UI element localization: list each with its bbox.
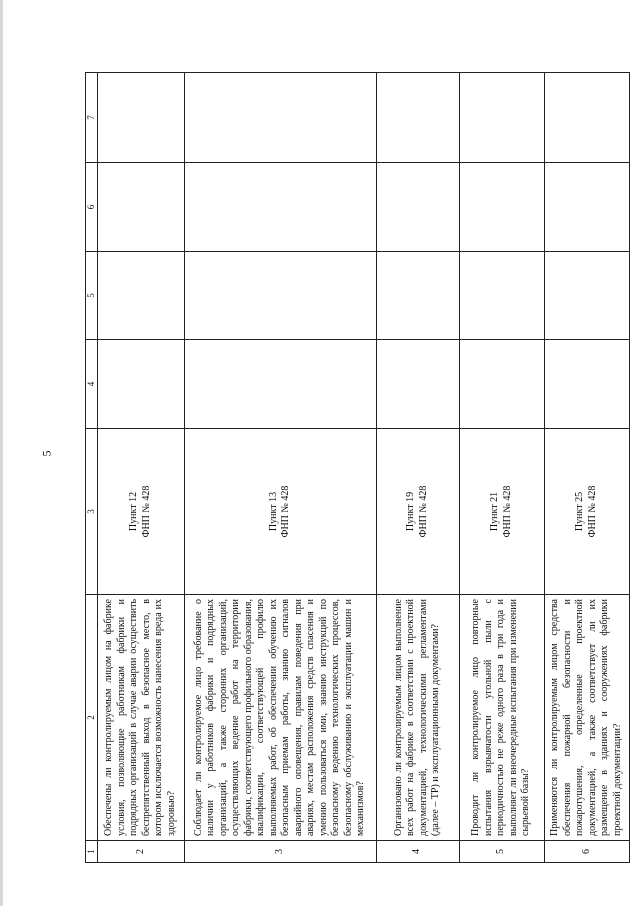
- question-text: Применяются ли контролируемым лицом средства обеспечения пожарной безопасности и пожаротушения, определенные проектной документацией, а также соответствует ли их размещение в зданиях и сооружениях фабрики проектной документации?: [544, 595, 629, 841]
- row-number: 4: [376, 841, 459, 863]
- answer-cell: [376, 163, 459, 252]
- row-number: 2: [97, 841, 184, 863]
- row-number: 5: [459, 841, 544, 863]
- answer-cell: [544, 252, 629, 340]
- reference-cell: [97, 429, 184, 595]
- reference-doc: ФНП № 428: [417, 485, 429, 538]
- answer-cell: [184, 252, 376, 340]
- question-text: Обеспечены ли контролируемым лицом на фабрике условия, позволяющие работникам фабрики и подрядных организаций в случае аварии осуществить беспрепятственный выход в безопасное место, в котором исключается возможность нанесения вреда их здоровью?: [97, 595, 184, 841]
- answer-cell: [459, 73, 544, 163]
- checklist-table: [85, 72, 630, 863]
- reference-doc: ФНП № 428: [140, 485, 152, 538]
- reference-cell: [184, 429, 376, 595]
- answer-cell: [97, 340, 184, 429]
- answer-cell: [544, 340, 629, 429]
- reference-doc: ФНП № 428: [280, 485, 292, 538]
- header-col-1: 1: [86, 841, 98, 863]
- answer-cell: [459, 252, 544, 340]
- reference-cell: [376, 429, 459, 595]
- header-col-3: 3: [86, 429, 98, 595]
- table-row: [376, 73, 459, 863]
- question-text: Организовано ли контролируемым лицом выполнение всех работ на фабрике в соответствии с проектной документацией, технологическими регламентами (далее – ТР) и эксплуатационными документами?: [376, 595, 459, 841]
- answer-cell: [544, 163, 629, 252]
- answer-cell: [184, 340, 376, 429]
- answer-cell: [97, 252, 184, 340]
- header-row: [86, 73, 98, 863]
- scan-edge: [0, 0, 3, 906]
- reference-clause: Пункт 21: [489, 491, 501, 532]
- header-col-7: 7: [86, 73, 98, 163]
- answer-cell: [544, 73, 629, 163]
- table-row: [544, 73, 629, 863]
- answer-cell: [459, 163, 544, 252]
- table-row: [97, 73, 184, 863]
- header-col-5: 5: [86, 252, 98, 340]
- rotated-page: [85, 73, 630, 863]
- reference-doc: ФНП № 428: [586, 485, 598, 538]
- header-col-6: 6: [86, 163, 98, 252]
- answer-cell: [376, 340, 459, 429]
- row-number: 6: [544, 841, 629, 863]
- table-row: [184, 73, 376, 863]
- reference-clause: Пункт 12: [128, 491, 140, 532]
- question-text: Соблюдает ли контролируемое лицо требование о наличии у работников фабрики и подрядных организаций, а также сторонних организаций, осуществляющих ведение работ на территории фабрики, соответствующего профильного образования, квалификации, соответствующей профилю выполняемых работ, об обеспечении обучению их безопасным приемам работы, знанию сигналов аварийного оповещения, правилам поведения при авариях, местам расположения средств спасения и умению пользоваться ими, знанию инструкций по безопасному ведению технологических процессов, безопасному обслуживанию и эксплуатации машин и механизмов?: [184, 595, 376, 841]
- answer-cell: [184, 73, 376, 163]
- answer-cell: [97, 73, 184, 163]
- reference-clause: Пункт 19: [405, 491, 417, 532]
- reference-clause: Пункт 13: [267, 491, 279, 532]
- answer-cell: [97, 163, 184, 252]
- answer-cell: [376, 252, 459, 340]
- table-row: [459, 73, 544, 863]
- page-number: 5: [39, 450, 54, 457]
- reference-cell: [459, 429, 544, 595]
- answer-cell: [376, 73, 459, 163]
- header-col-2: 2: [86, 595, 98, 841]
- answer-cell: [459, 340, 544, 429]
- row-number: 3: [184, 841, 376, 863]
- reference-cell: [544, 429, 629, 595]
- header-col-4: 4: [86, 340, 98, 429]
- question-text: Проводит ли контролируемое лицо повторные испытания взрывчатости угольной пыли с периодичностью не реже одного раза в три года и выполняет ли внеочередные испытания при изменении сырьевой базы?: [459, 595, 544, 841]
- reference-clause: Пункт 25: [574, 491, 586, 532]
- answer-cell: [184, 163, 376, 252]
- reference-doc: ФНП № 428: [501, 485, 513, 538]
